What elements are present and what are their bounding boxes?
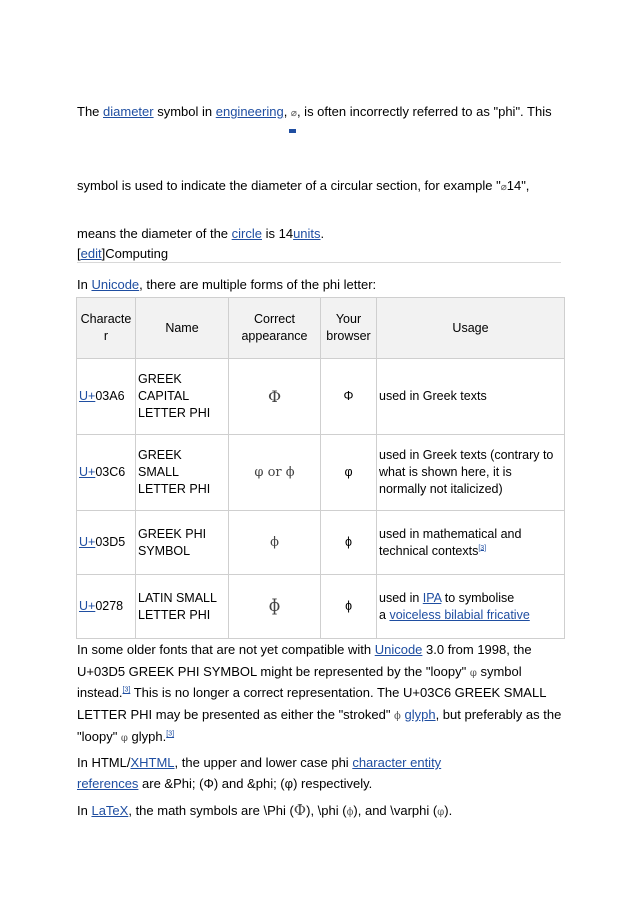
bracket: [ — [77, 246, 81, 261]
text: glyph. — [127, 729, 167, 744]
text: symbol is used to indicate the diameter of a circular section, for example " — [77, 178, 501, 193]
usage-cell — [377, 435, 565, 511]
line — [77, 685, 546, 700]
line — [77, 664, 522, 679]
u-plus-link[interactable]: U+ — [79, 535, 96, 549]
text: In HTML/ — [77, 755, 131, 770]
table-row — [77, 359, 565, 435]
intro — [77, 277, 376, 292]
line — [77, 801, 452, 819]
name-cell: GREEK PHI SYMBOL — [136, 511, 229, 575]
para-3 — [77, 226, 324, 241]
text: , but preferably as the — [435, 707, 562, 722]
text: In — [77, 803, 92, 818]
varphi-glyph: φ — [437, 807, 445, 818]
diameter-symbol: ⌀ — [290, 108, 297, 119]
text: is 14 — [262, 226, 294, 241]
reference-link[interactable]: [3] — [122, 686, 131, 694]
glyph-link[interactable]: glyph — [404, 707, 436, 722]
text: , is often incorrectly referred to as "phi". This — [296, 104, 552, 119]
ipa-link[interactable]: IPA — [422, 590, 442, 605]
usage-cell — [377, 575, 565, 639]
loopy-phi-glyph: φ — [120, 733, 128, 744]
engineering-link[interactable]: engineering — [215, 104, 284, 119]
text: . — [320, 226, 325, 241]
codepoint: 0278 — [95, 599, 124, 613]
column-header: Usage — [377, 298, 565, 359]
stroked-phi-glyph: ϕ — [394, 711, 401, 722]
text: The — [77, 104, 104, 119]
char-cell — [77, 435, 136, 511]
usage-text: a — [379, 607, 390, 622]
phi-capital-glyph: Φ — [293, 801, 307, 819]
xhtml-link[interactable]: XHTML — [130, 755, 175, 770]
browser-cell: ɸ — [321, 575, 377, 639]
table-header-row — [77, 298, 565, 359]
diameter-link[interactable]: diameter — [103, 104, 154, 119]
text: 3.0 from 1998, the — [422, 642, 532, 657]
line — [77, 755, 441, 770]
usage-cell — [377, 359, 565, 435]
correct-cell: ɸ — [229, 575, 321, 639]
usage-text: used in mathematical and technical contexts — [379, 526, 522, 558]
correct-cell: ϕ — [229, 511, 321, 575]
line — [77, 707, 561, 722]
text: symbol — [476, 664, 522, 679]
text: , there are multiple forms of the phi letter: — [139, 277, 377, 292]
latex-link[interactable]: LaTeX — [91, 803, 129, 818]
codepoint: 03C6 — [95, 465, 126, 479]
codepoint: 03A6 — [95, 389, 125, 403]
para-1 — [77, 104, 552, 119]
text: ), \phi ( — [306, 803, 347, 818]
usage-text: used in Greek texts (contrary to what is shown here, it is normally not italicized) — [379, 448, 554, 496]
column-header: Characte r — [77, 298, 136, 359]
codepoint: 03D5 — [95, 535, 126, 549]
voiceless-bilabial-fricative-link[interactable]: voiceless bilabial fricative — [389, 607, 530, 622]
text: ). — [444, 803, 453, 818]
usage-text: to symbolise — [441, 590, 515, 605]
name-cell: GREEK CAPITAL LETTER PHI — [136, 359, 229, 435]
table-row — [77, 575, 565, 639]
char-cell — [77, 359, 136, 435]
unicode-link[interactable]: Unicode — [91, 277, 140, 292]
line — [77, 642, 532, 657]
char-cell — [77, 575, 136, 639]
heading-text: ]Computing — [101, 246, 169, 261]
correct-cell: Φ — [229, 359, 321, 435]
diameter-symbol: ⌀ — [500, 182, 507, 193]
reference-link[interactable]: [3] — [166, 730, 175, 738]
unicode-link[interactable]: Unicode — [374, 642, 423, 657]
phi-table — [76, 297, 565, 639]
browser-cell: Φ — [321, 359, 377, 435]
text: LETTER PHI may be presented as either the "stroked" — [77, 707, 395, 722]
usage-text: used in — [379, 590, 423, 605]
text: instead. — [77, 685, 123, 700]
u-plus-link[interactable]: U+ — [79, 389, 96, 403]
text: In — [77, 277, 92, 292]
name-cell: LATIN SMALL LETTER PHI — [136, 575, 229, 639]
browser-cell: φ — [321, 435, 377, 511]
para-2 — [77, 178, 529, 193]
character-entity-link[interactable]: character entity — [352, 755, 442, 770]
link-marker — [289, 129, 296, 133]
table-row — [77, 435, 565, 511]
text: , the upper and lower case phi — [174, 755, 353, 770]
references-link[interactable]: references — [77, 776, 139, 791]
edit-link[interactable]: edit — [80, 246, 102, 261]
char-cell — [77, 511, 136, 575]
text: , — [283, 104, 291, 119]
text: 14", — [506, 178, 530, 193]
text: U+03D5 GREEK PHI SYMBOL might be represented by the "loopy" — [77, 664, 470, 679]
heading-rule — [77, 262, 561, 263]
text: In some older fonts that are not yet compatible with — [77, 642, 375, 657]
circle-link[interactable]: circle — [231, 226, 262, 241]
column-header: Correct appearance — [229, 298, 321, 359]
column-header: Name — [136, 298, 229, 359]
phi-glyph: ϕ — [346, 807, 354, 818]
usage-cell — [377, 511, 565, 575]
name-cell: GREEK SMALL LETTER PHI — [136, 435, 229, 511]
section-heading — [77, 246, 168, 261]
units-link[interactable]: units — [293, 226, 321, 241]
usage-text: used in Greek texts — [379, 389, 487, 403]
text: "loopy" — [77, 729, 121, 744]
u-plus-link[interactable]: U+ — [79, 465, 96, 479]
line — [77, 729, 174, 744]
text: This is no longer a correct representation. The U+03C6 GREEK SMALL — [130, 685, 547, 700]
correct-cell: φ or ϕ — [229, 435, 321, 511]
loopy-phi-glyph: φ — [469, 668, 477, 679]
text: means the diameter of the — [77, 226, 232, 241]
text: symbol in — [153, 104, 216, 119]
browser-cell: ϕ — [321, 511, 377, 575]
column-header: Your browser — [321, 298, 377, 359]
reference-link[interactable]: [3] — [478, 544, 487, 552]
text: are &Phi; (Φ) and &phi; (φ) respectively. — [138, 776, 373, 791]
line — [77, 776, 372, 791]
text: , the math symbols are \Phi ( — [128, 803, 294, 818]
text: ), and \varphi ( — [353, 803, 438, 818]
u-plus-link[interactable]: U+ — [79, 599, 96, 613]
table-row — [77, 511, 565, 575]
